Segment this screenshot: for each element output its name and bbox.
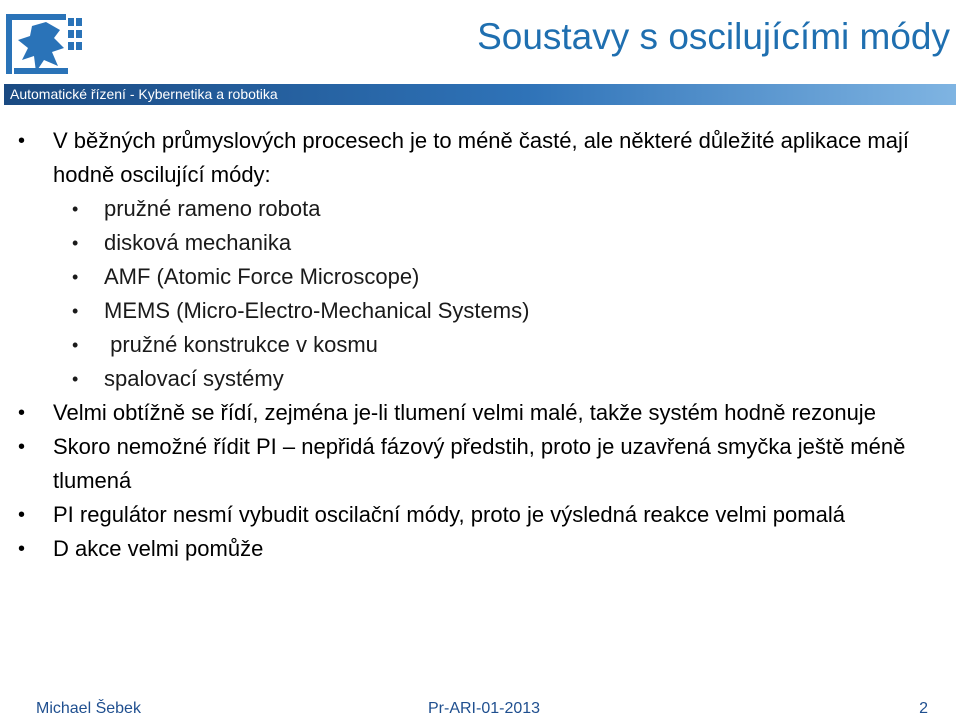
bullet-dot-icon: • <box>72 267 79 287</box>
footer-course-code: Pr-ARI-01-2013 <box>428 700 541 717</box>
header-banner <box>4 84 956 105</box>
sub-bullet-item <box>0 192 960 226</box>
sub-bullet-text: MEMS (Micro-Electro-Mechanical Systems) <box>104 298 530 323</box>
bullet-item <box>0 124 960 192</box>
sub-bullet-text: pružné rameno robota <box>104 196 321 221</box>
sub-bullet-item <box>0 328 960 362</box>
sub-bullet-item <box>0 294 960 328</box>
sub-bullet-text: disková mechanika <box>104 230 292 255</box>
bullet-item <box>0 430 960 498</box>
university-lion-logo <box>2 8 90 82</box>
bullet-dot-icon: • <box>72 233 79 253</box>
sub-bullet-text: pružné konstrukce v kosmu <box>104 332 378 357</box>
bullet-text: Velmi obtížně se řídí, zejména je-li tlumení velmi malé, takže systém hodně rezonuje <box>53 400 876 425</box>
bullet-dot-icon: • <box>18 504 26 526</box>
sub-bullet-item <box>0 226 960 260</box>
bullet-dot-icon: • <box>72 369 79 389</box>
footer-page-number: 2 <box>919 700 928 717</box>
sub-bullet-item <box>0 362 960 396</box>
bullet-text: D akce velmi pomůže <box>53 536 264 561</box>
bullet-list <box>0 124 960 566</box>
bullet-text: PI regulátor nesmí vybudit oscilační módy, proto je výsledná reakce velmi pomalá <box>53 502 845 527</box>
bullet-dot-icon: • <box>72 199 79 219</box>
banner-text: Automatické řízení - Kybernetika a robotika <box>10 86 278 102</box>
sub-bullet-text: spalovací systémy <box>104 366 284 391</box>
slide-title: Soustavy s oscilujícími módy <box>477 16 950 57</box>
bullet-dot-icon: • <box>18 436 26 458</box>
bullet-dot-icon: • <box>72 335 79 355</box>
bullet-dot-icon: • <box>72 301 79 321</box>
bullet-dot-icon: • <box>18 538 26 560</box>
bullet-item <box>0 498 960 532</box>
bullet-item <box>0 396 960 430</box>
bullet-dot-icon: • <box>18 130 26 152</box>
bullet-text: V běžných průmyslových procesech je to méně časté, ale některé důležité aplikace mají hodně oscilující módy: <box>53 128 909 187</box>
bullet-text: Skoro nemožné řídit PI – nepřidá fázový předstih, proto je uzavřená smyčka ještě méně tlumená <box>53 434 906 493</box>
sub-bullet-item <box>0 260 960 294</box>
footer-author: Michael Šebek <box>36 700 141 717</box>
bullet-item <box>0 532 960 566</box>
sub-bullet-text: AMF (Atomic Force Microscope) <box>104 264 420 289</box>
bullet-dot-icon: • <box>18 402 26 424</box>
